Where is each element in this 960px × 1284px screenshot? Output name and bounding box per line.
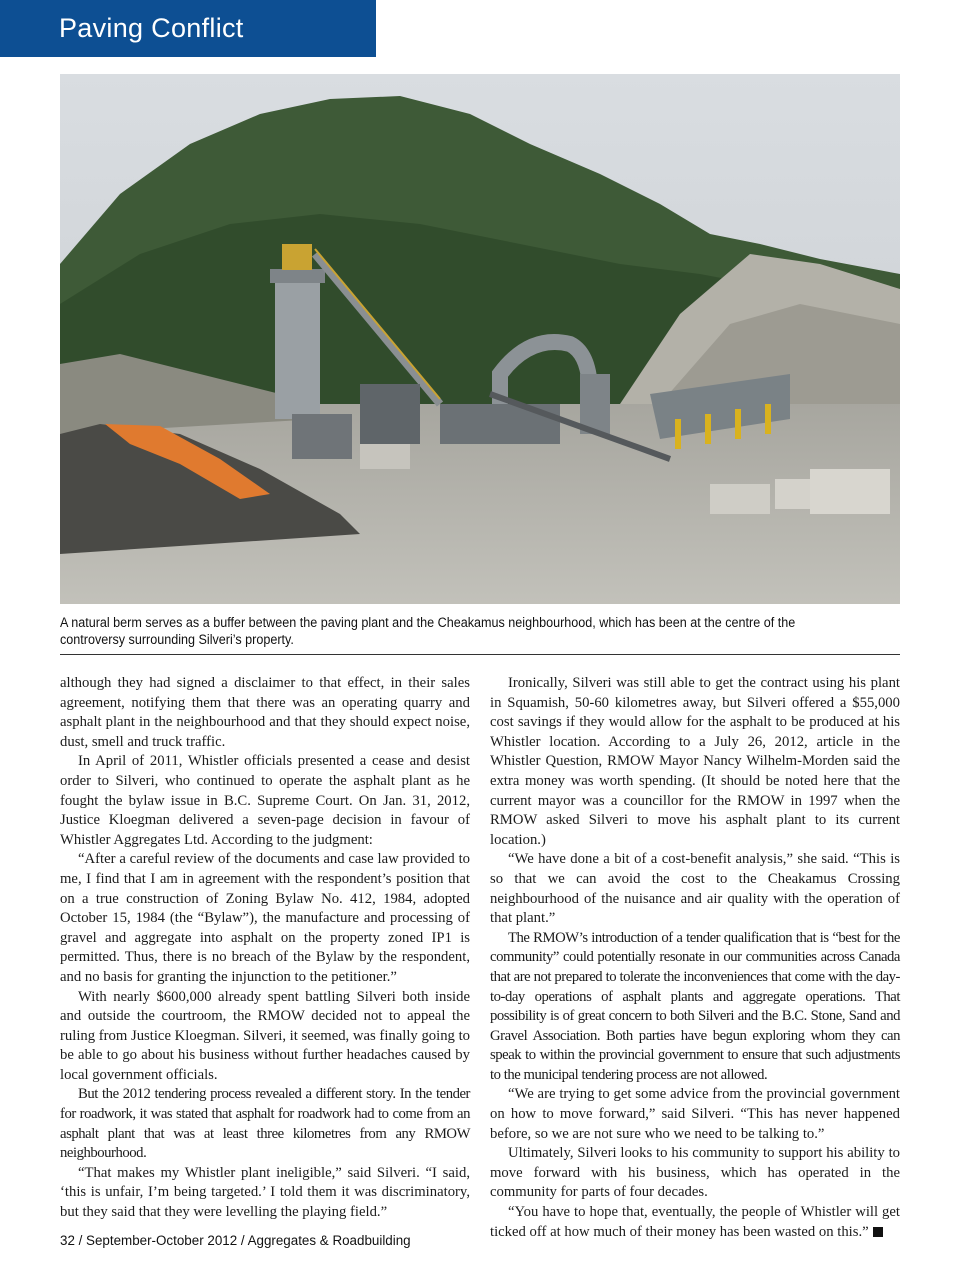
paragraph: “We are trying to get some advice from the provincial government on how to move forward,” said Silveri. “This has never happened before, so we are not sure who we need to be talking to.” bbox=[490, 1086, 900, 1142]
paragraph: “We have done a bit of a cost-benefit analysis,” she said. “This is so that we can avoid the cost to the Cheakamus Crossing neighbourhood of the nuisance and air quality with the operation of that plant.” bbox=[490, 851, 900, 927]
paragraph: although they had signed a disclaimer to that effect, in their sales agreement, notifying them that there was an operating quarry and asphalt plant in the neighbourhood and that they should expect noise, dust, smell and truck traffic. bbox=[60, 675, 470, 750]
paragraph: “After a careful review of the documents and case law provided to me, I find that I am in agreement with the respondent’s position that on a true construction of Zoning Bylaw No. 412, 1984, adopted October 15, 1984 (the “Bylaw”), the manufacture and processing of gravel and aggregate into asphalt on the property zoned IP1 is permitted. Thus, there is no breach of the Bylaw by the respondent, and no basis for granting the injunction to the petitioner.” bbox=[60, 851, 470, 985]
paragraph: Ironically, Silveri was still able to get the contract using his plant in Squamish, 50-60 kilometres away, but Silveri offered a $55,000 cost savings if they would allow for the asphalt to be produced at his Whistler location. According to a July 26, 2012, article in the Whistler Question, RMOW Mayor Nancy Wilhelm-Morden said the extra money was worth spending. (It should be noted here that the current mayor was a councillor for the RMOW in 1997 when the RMOW asked Silveri to move his asphalt plant to its current location.) bbox=[490, 675, 900, 848]
caption-divider bbox=[60, 654, 900, 655]
section-title: Paving Conflict bbox=[59, 13, 244, 43]
page-footer-folio: 32 / September-October 2012 / Aggregates & Roadbuilding bbox=[60, 1233, 411, 1248]
paragraph: “That makes my Whistler plant ineligible,” said Silveri. “I said, ‘this is unfair, I’m being targeted.’ I told them it was discriminatory, but they said that they were levelling the playing field.” bbox=[60, 1164, 470, 1221]
paragraph: Ultimately, Silveri looks to his community to support his ability to move forward with his business, which has operated in the community for parts of four decades. bbox=[490, 1145, 900, 1201]
end-of-article-icon bbox=[873, 1227, 883, 1237]
paragraph: But the 2012 tendering process revealed a different story. In the tender for roadwork, it was stated that asphalt for roadwork had to come from an asphalt plant that was at least three kilometres from any RMOW neighbourhood. bbox=[60, 1086, 470, 1162]
paragraph-final bbox=[490, 1203, 900, 1242]
article-left-column bbox=[60, 674, 470, 1223]
photo-caption: A natural berm serves as a buffer between the paving plant and the Cheakamus neighbourhood, which has been at the centre of the controversy surrounding Silveri’s property. bbox=[60, 615, 796, 647]
section-banner bbox=[0, 0, 376, 57]
paragraph-text: “You have to hope that, eventually, the people of Whistler will get ticked off at how much of their money has been wasted on this.” bbox=[490, 1204, 900, 1240]
paragraph: With nearly $600,000 already spent battling Silveri both inside and outside the courtroom, the RMOW decided not to appeal the ruling from Justice Kloegman. Silveri, it seemed, was finally going to be able to go about his business without further headaches caused by local government officials. bbox=[60, 988, 470, 1083]
photo-illustration bbox=[60, 74, 900, 604]
paragraph: In April of 2011, Whistler officials presented a cease and desist order to Silveri, who continued to operate the asphalt plant as he fought the bylaw issue in B.C. Supreme Court. On Jan. 31, 2012, Justice Kloegman delivered a seven-page decision in favour of Whistler Aggregates Ltd. According to the judgment: bbox=[60, 753, 470, 848]
paragraph: The RMOW’s introduction of a tender qualification that is “best for the community” could potentially resonate in our communities across Canada that are not prepared to tolerate the inconveniences that come with the day-to-day operations of asphalt plants and aggregate operations. That possibility is of great concern to both Silveri and the B.C. Stone, Sand and Gravel Association. Both parties have begun exploring whom they can speak to within the provincial government to ensure that such adjustments to the municipal tendering process are not allowed. bbox=[490, 929, 900, 1083]
article-right-column bbox=[490, 674, 900, 1242]
asphalt-plant-photo bbox=[60, 74, 900, 604]
